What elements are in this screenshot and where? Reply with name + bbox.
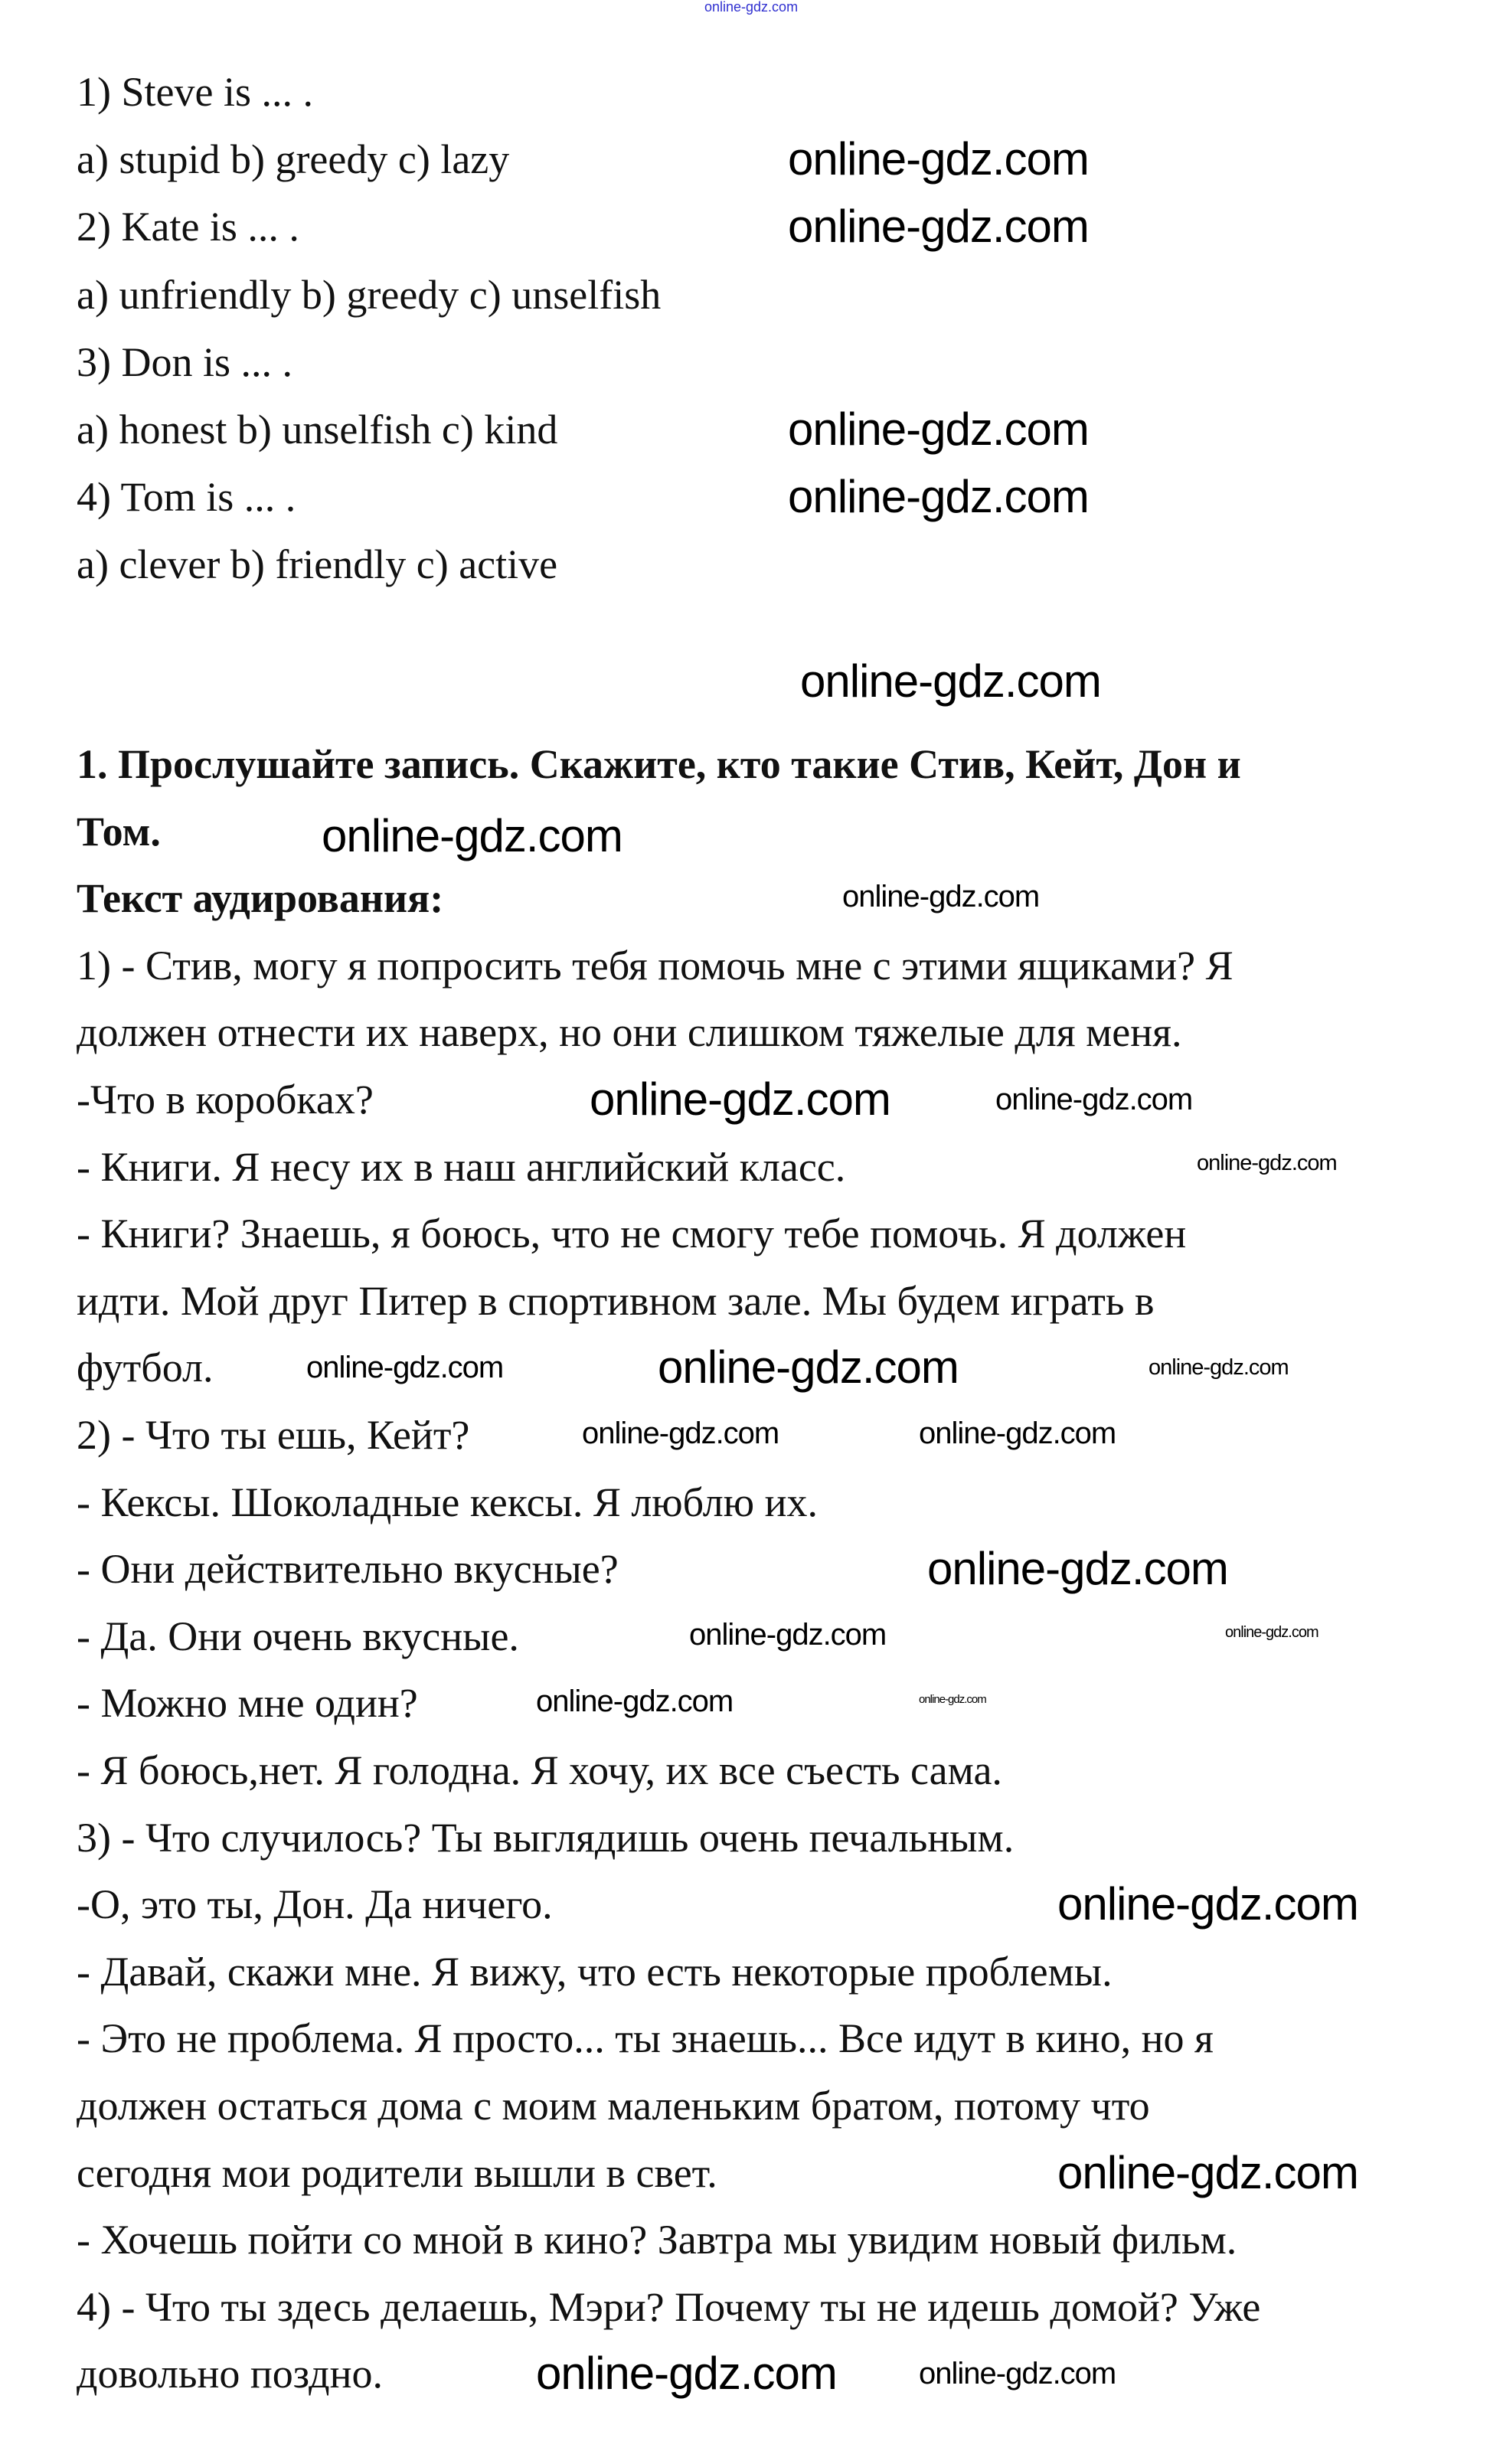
transcript-line: - Я боюсь,нет. Я голодна. Я хочу, их все съесть сама.: [77, 1747, 1002, 1793]
transcript-line: - Хочешь пойти со мной в кино? Завтра мы увидим новый фильм.: [77, 2217, 1237, 2263]
heading-line: Текст аудирования:: [77, 875, 444, 922]
watermark: online-gdz.com: [536, 1685, 734, 1718]
watermark: online-gdz.com: [842, 880, 1040, 913]
transcript-line: футбол.: [77, 1345, 214, 1391]
watermark: online-gdz.com: [322, 810, 622, 861]
transcript-line: 4) - Что ты здесь делаешь, Мэри? Почему ты не идешь домой? Уже: [77, 2283, 1261, 2330]
transcript-line: - Книги? Знаешь, я боюсь, что не смогу тебе помочь. Я должен: [77, 1211, 1187, 1257]
watermark: online-gdz.com: [788, 471, 1089, 522]
transcript-line: довольно поздно.: [77, 2351, 383, 2397]
question-line: 2) Kate is ... .: [77, 204, 299, 250]
transcript-line: - Да. Они очень вкусные.: [77, 1613, 519, 1659]
watermark: online-gdz.com: [919, 1693, 986, 1706]
transcript-line: должен отнести их наверх, но они слишком тяжелые для меня.: [77, 1009, 1182, 1056]
question-line: 3) Don is ... .: [77, 338, 292, 385]
watermark: online-gdz.com: [788, 404, 1089, 455]
watermark: online-gdz.com: [1197, 1151, 1337, 1175]
watermark: online-gdz.com: [1149, 1355, 1289, 1380]
heading-line: 1. Прослушайте запись. Скажите, кто такие Стив, Кейт, Дон и: [77, 741, 1241, 787]
watermark: online-gdz.com: [704, 0, 799, 15]
transcript-line: идти. Мой друг Питер в спортивном зале. Мы будем играть в: [77, 1277, 1155, 1324]
question-line: 1) Steve is ... .: [77, 69, 313, 115]
watermark: online-gdz.com: [1225, 1624, 1318, 1641]
watermark: online-gdz.com: [590, 1074, 890, 1125]
heading-line: Том.: [77, 808, 161, 855]
options-line: a) clever b) friendly c) active: [77, 541, 558, 588]
options-line: a) stupid b) greedy c) lazy: [77, 136, 510, 183]
watermark: online-gdz.com: [788, 201, 1089, 252]
watermark: online-gdz.com: [919, 1417, 1116, 1450]
transcript-line: 2) - Что ты ешь, Кейт?: [77, 1412, 470, 1458]
transcript-line: 3) - Что случилось? Ты выглядишь очень печальным.: [77, 1814, 1015, 1861]
options-line: a) unfriendly b) greedy c) unselfish: [77, 271, 662, 318]
watermark: online-gdz.com: [800, 655, 1101, 707]
transcript-line: - Давай, скажи мне. Я вижу, что есть некоторые проблемы.: [77, 1948, 1113, 1995]
transcript-line: - Книги. Я несу их в наш английский класс.: [77, 1143, 846, 1190]
transcript-line: должен остаться дома с моим маленьким братом, потому что: [77, 2083, 1150, 2129]
watermark: online-gdz.com: [689, 1618, 887, 1652]
watermark: online-gdz.com: [927, 1543, 1228, 1594]
transcript-line: - Можно мне один?: [77, 1680, 418, 1727]
watermark: online-gdz.com: [919, 2357, 1116, 2390]
transcript-line: - Они действительно вкусные?: [77, 1546, 619, 1593]
watermark: online-gdz.com: [582, 1417, 779, 1450]
transcript-line: - Кексы. Шоколадные кексы. Я люблю их.: [77, 1479, 818, 1525]
watermark: online-gdz.com: [658, 1341, 959, 1393]
transcript-line: - Это не проблема. Я просто... ты знаешь... Все идут в кино, но я: [77, 2015, 1214, 2062]
watermark: online-gdz.com: [995, 1083, 1193, 1116]
watermark: online-gdz.com: [536, 2348, 837, 2399]
watermark: online-gdz.com: [306, 1351, 504, 1384]
question-line: 4) Tom is ... .: [77, 474, 296, 521]
watermark: online-gdz.com: [1057, 1878, 1358, 1930]
transcript-line: -Что в коробках?: [77, 1077, 374, 1123]
transcript-line: 1) - Стив, могу я попросить тебя помочь мне с этими ящиками? Я: [77, 942, 1233, 989]
transcript-line: сегодня мои родители вышли в свет.: [77, 2149, 717, 2196]
watermark: online-gdz.com: [788, 133, 1089, 185]
options-line: a) honest b) unselfish c) kind: [77, 407, 558, 453]
transcript-line: -О, это ты, Дон. Да ничего.: [77, 1881, 553, 1928]
watermark: online-gdz.com: [1057, 2147, 1358, 2198]
